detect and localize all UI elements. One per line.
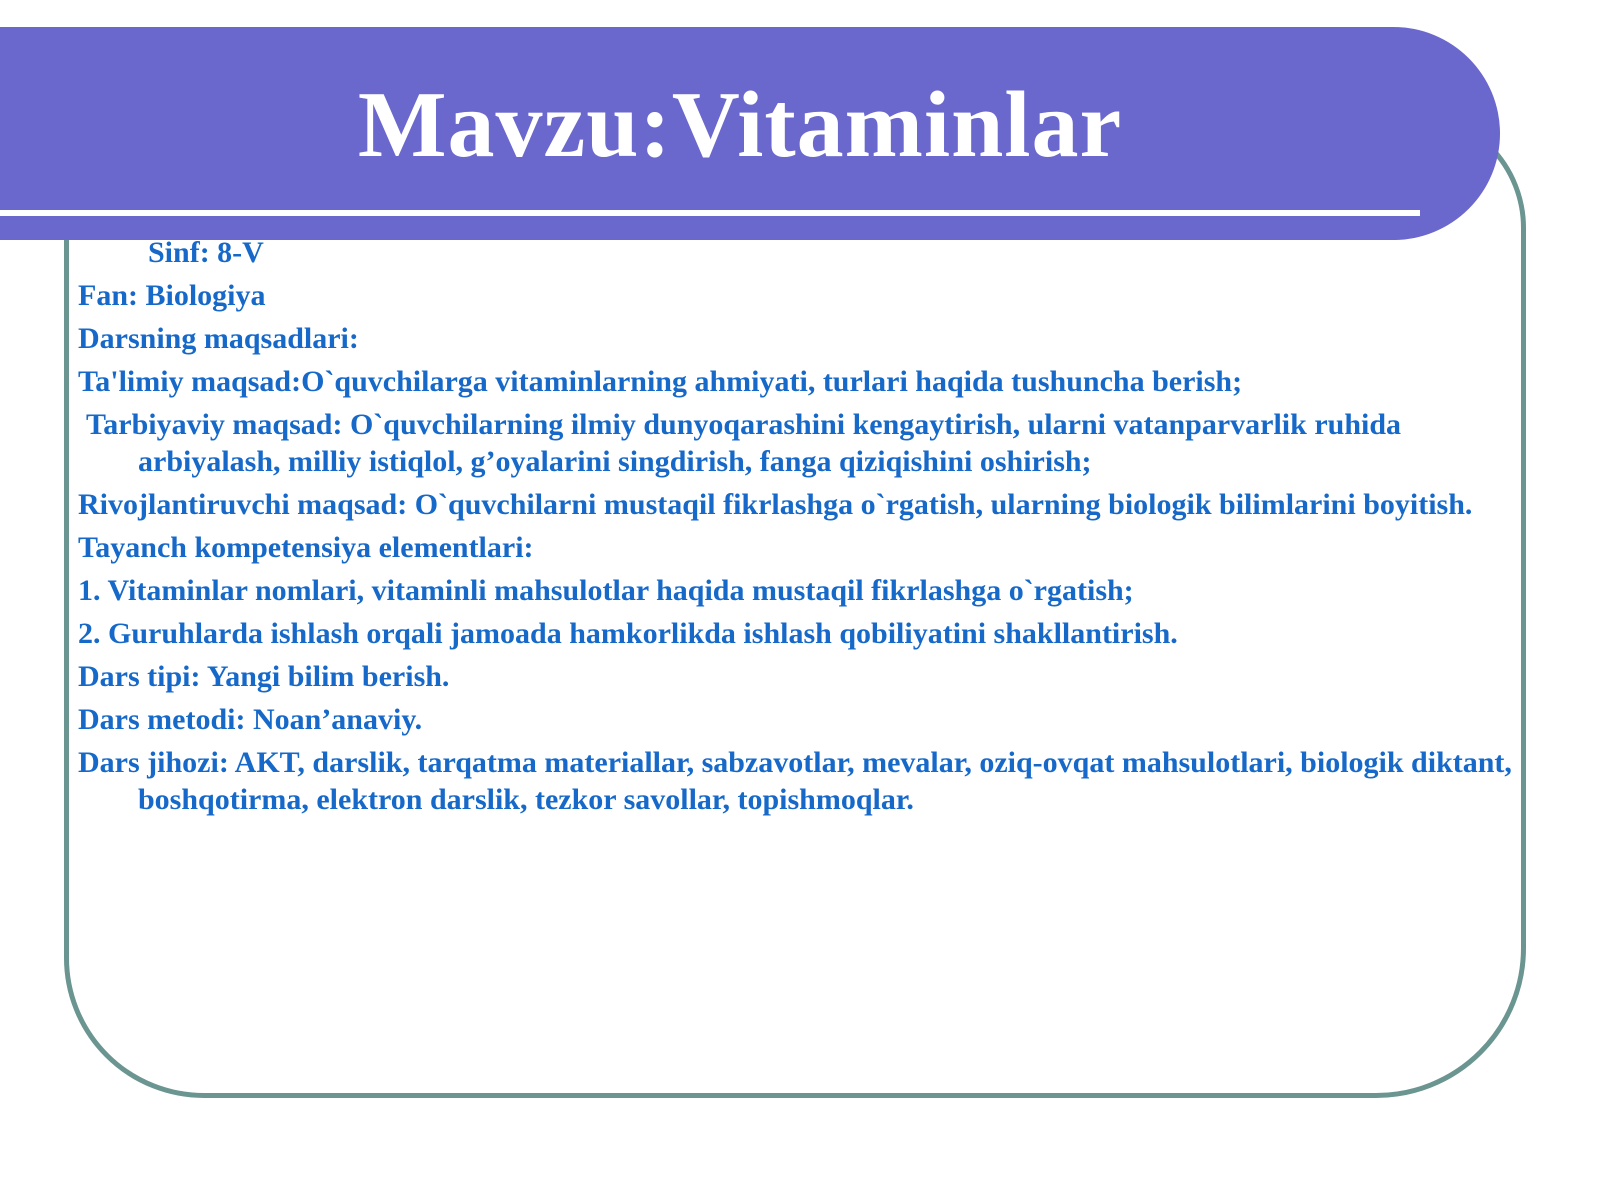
lesson-method: Dars metodi: Noan’anaviy. xyxy=(78,703,423,736)
slide-body xyxy=(78,234,1518,824)
lesson-type: Dars tipi: Yangi bilim berish. xyxy=(78,660,450,693)
title-divider xyxy=(0,210,1420,216)
class-line: Sinf: 8-V xyxy=(148,236,264,269)
subject-line: Fan: Biologiya xyxy=(78,279,266,312)
lesson-goals-heading: Darsning maqsadlari: xyxy=(78,322,359,355)
lesson-equipment: Dars jihozi: AKT, darslik, tarqatma materiallar, sabzavotlar, mevalar, oziq-ovqat mahsulotlari, biologik diktant, boshqotirma, elektron darslik, tezkor savollar, topishmoqlar. xyxy=(78,746,1512,816)
developmental-goal: Rivojlantiruvchi maqsad: O`quvchilarni mustaqil fikrlashga o`rgatish, ularning biologik bilimlarini boyitish. xyxy=(78,488,1473,521)
upbringing-goal: Tarbiyaviy maqsad: O`quvchilarning ilmiy dunyoqarashini kengaytirish, ularni vatanparvarlik ruhida arbiyalash, milliy istiqlol, g’oyalarini singdirish, fanga qiziqishini oshirish; xyxy=(86,408,1402,478)
competency-item-1: 1. Vitaminlar nomlari, vitaminli mahsulotlar haqida mustaqil fikrlashga o`rgatish; xyxy=(78,574,1134,607)
competency-item-2: 2. Guruhlarda ishlash orqali jamoada hamkorlikda ishlash qobiliyatini shakllantirish. xyxy=(78,617,1178,650)
educational-goal: Ta'limiy maqsad:O`quvchilarga vitaminlarning ahmiyati, turlari haqida tushuncha berish; xyxy=(78,365,1243,398)
competency-heading: Tayanch kompetensiya elementlari: xyxy=(78,531,534,564)
slide-title: Mavzu:Vitaminlar xyxy=(357,73,1123,177)
